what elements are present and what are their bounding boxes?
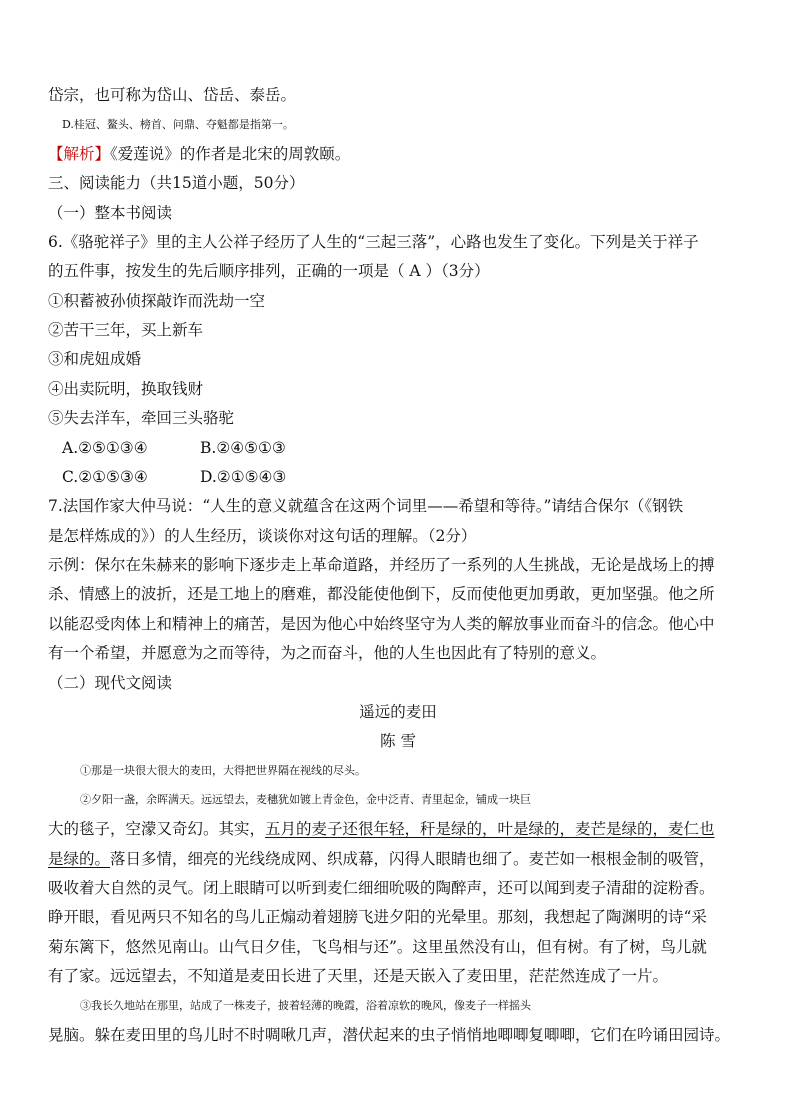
question-7: 7.法国作家大仲马说：“人生的意义就蕴含在这两个词里——希望和等待。”请结合保尔（《钢铁 xyxy=(48,497,684,515)
paragraph-2-line xyxy=(48,848,748,870)
paragraph-2-line xyxy=(48,818,748,840)
text-line: 岱宗，也可称为岱山、岱岳、泰岳。 xyxy=(48,86,297,104)
paragraph-2-line: 吸收着大自然的灵气。闭上眼睛可以听到麦仁细细吮吸的陶醉声，还可以闻到麦子清甜的淀粉香。 xyxy=(48,879,715,897)
option-c: C.②①⑤③④ xyxy=(62,468,148,486)
underlined-text: 是绿的。 xyxy=(48,850,111,868)
section-heading: 三、阅读能力（共15道小题，50分） xyxy=(48,174,305,192)
question-6: 6.《骆驼祥子》里的主人公祥子经历了人生的“三起三落”，心路也发生了变化。下列是关于祥子 xyxy=(48,233,699,251)
underlined-text: 五月的麦子还很年轻，秆是绿的，叶是绿的，麦芒是绿的，麦仁也 xyxy=(265,820,715,838)
paragraph-2-line: 睁开眼，看见两只不知名的鸟儿正煽动着翅膀飞进夕阳的光晕里。那刻，我想起了陶渊明的诗“采 xyxy=(48,908,707,926)
analysis-tag: 【解析】 xyxy=(48,145,111,163)
list-item: ⑤失去洋车，牵回三头骆驼 xyxy=(48,409,235,427)
paragraph-1: ①那是一块很大很大的麦田，大得把世界隔在视线的尽头。 xyxy=(80,764,366,777)
paragraph-3-line: 晃脑。躲在麦田里的鸟儿时不时啁啾几声，潜伏起来的虫子悄悄地唧唧复唧唧，它们在吟诵田园诗。 xyxy=(48,1026,731,1044)
subsection-heading: （二）现代文阅读 xyxy=(48,674,173,692)
paragraph-2: ②夕阳一盏，余晖满天。远远望去，麦穗犹如镀上青金色，金中泛青、青里起金，铺成一块巨 xyxy=(80,793,531,806)
question-6-cont: 的五件事，按发生的先后顺序排列，正确的一项是（ A ）（3分） xyxy=(48,262,490,280)
paragraph-2-line: 菊东篱下，悠然见南山。山气日夕佳，飞鸟相与还”。这里虽然没有山，但有树。有了树，鸟儿就 xyxy=(48,938,707,956)
answer-line: 以能忍受肉体上和精神上的痛苦，是因为他心中始终坚守为人类的解放事业而奋斗的信念。他心中 xyxy=(48,615,715,633)
paragraph-text: 大的毯子，空濛又奇幻。其实， xyxy=(48,820,266,838)
list-item: ②苦干三年，买上新车 xyxy=(48,321,204,339)
list-item: ④出卖阮明，换取钱财 xyxy=(48,380,204,398)
subsection-heading: （一）整本书阅读 xyxy=(48,204,173,222)
paragraph-2-line: 有了家。远远望去，不知道是麦田长进了天里，还是天嵌入了麦田里，茫茫然连成了一片。 xyxy=(48,967,669,985)
option-b: B.②④⑤①③ xyxy=(200,439,286,457)
list-item: ①积蓄被孙侦探敲诈而洗劫一空 xyxy=(48,292,266,310)
article-title: 遥远的麦田 xyxy=(359,703,437,721)
list-item: ③和虎妞成婚 xyxy=(48,350,142,368)
paragraph-3: ③我长久地站在那里，站成了一株麦子，披着轻薄的晚霞，浴着凉软的晚风，像麦子一样摇头 xyxy=(80,999,531,1012)
question-7-cont: 是怎样炼成的》）的人生经历，谈谈你对这句话的理解。（2分） xyxy=(48,527,477,545)
analysis-line xyxy=(48,143,748,165)
answer-line: 示例：保尔在朱赫来的影响下逐步走上革命道路，并经历了一系列的人生挑战，无论是战场上的搏 xyxy=(48,556,715,574)
option-d: D.②①⑤④③ xyxy=(200,468,287,486)
option-a: A.②⑤①③④ xyxy=(62,439,148,457)
paragraph-text: 落日多情，细亮的光线绕成网、织成幕，闪得人眼睛也细了。麦芒如一根根金制的吸管， xyxy=(110,850,715,868)
answer-line: 有一个希望，并愿意为之而等待，为之而奋斗，他的人生也因此有了特别的意义。 xyxy=(48,644,607,662)
article-author: 陈 雪 xyxy=(380,732,416,750)
option-d-line: D.桂冠、鳌头、榜首、问鼎、夺魁都是指第一。 xyxy=(62,118,294,131)
answer-line: 杀、情感上的波折，还是工地上的磨难，都没能使他倒下，反而使他更加勇敢，更加坚强。他之所 xyxy=(48,585,715,603)
analysis-text: 《爱莲说》的作者是北宋的周敦颐。 xyxy=(110,145,351,163)
